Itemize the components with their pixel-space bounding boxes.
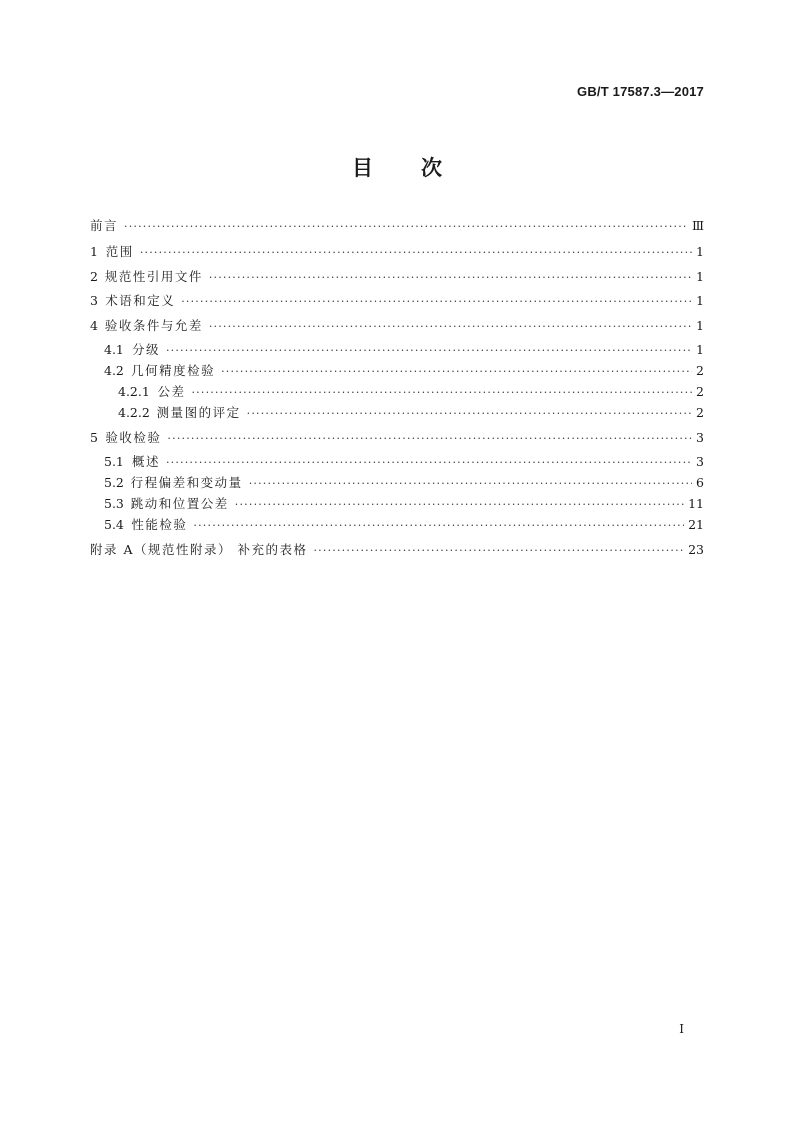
toc-entry-5[interactable]	[90, 428, 704, 448]
leader-dots	[313, 544, 684, 557]
toc-entry-page: 1	[696, 342, 704, 357]
toc-entry-label: 术语和定义	[105, 293, 176, 308]
toc-entry-page: 2	[696, 384, 704, 399]
leader-dots	[193, 519, 684, 532]
standard-code: GB/T 17587.3—2017	[577, 84, 704, 99]
toc-entry-label: 性能检验	[131, 517, 188, 532]
toc-entry-number: 4.1	[104, 342, 124, 357]
leader-dots	[209, 271, 692, 284]
leader-dots	[166, 344, 692, 357]
toc-entry-4-1[interactable]	[90, 340, 704, 360]
toc-entry-label: 行程偏差和变动量	[130, 475, 243, 490]
leader-dots	[191, 386, 692, 399]
leader-dots	[140, 246, 692, 259]
toc-entry-number: 4.2	[104, 363, 124, 378]
toc-entry-number: 5.3	[104, 496, 124, 511]
toc-entry-2[interactable]	[90, 267, 704, 287]
toc-entry-label: 分级	[131, 342, 160, 357]
leader-dots	[167, 432, 692, 445]
leader-dots	[209, 320, 692, 333]
toc-entry-label: 附录 A（规范性附录） 补充的表格	[90, 542, 308, 557]
toc-entry-page: 3	[696, 454, 704, 469]
toc-entry-number: 5.2	[104, 475, 124, 490]
toc-entry-page: 1	[696, 269, 704, 284]
page-title	[0, 152, 794, 182]
toc-entry-label: 验收检验	[105, 430, 162, 445]
leader-dots	[247, 407, 692, 420]
toc-entry-4-2[interactable]	[90, 361, 704, 381]
toc-entry-label: 范围	[105, 244, 134, 259]
toc-entry-5-4[interactable]	[90, 515, 704, 535]
toc-entry-page: 3	[696, 430, 704, 445]
toc-entry-5-3[interactable]	[90, 494, 704, 514]
page-number: I	[679, 1022, 684, 1036]
title-char-2: 次	[421, 156, 442, 180]
toc-entry-label: 几何精度检验	[131, 363, 216, 378]
toc-entry-number: 5.4	[104, 517, 124, 532]
toc-entry-1[interactable]	[90, 242, 704, 262]
toc-entry-page: 23	[688, 542, 704, 557]
toc-entry-page: 1	[696, 318, 704, 333]
leader-dots	[249, 477, 692, 490]
leader-dots	[166, 456, 692, 469]
toc-entry-label: 跳动和位置公差	[130, 496, 229, 511]
toc-entry-page: Ⅲ	[691, 218, 704, 233]
toc-entry-3[interactable]	[90, 291, 704, 311]
toc-entry-label: 验收条件与允差	[104, 318, 203, 333]
toc-entry-number: 4.2.2	[118, 405, 150, 420]
toc-entry-page: 1	[696, 293, 704, 308]
toc-entry-4[interactable]	[90, 316, 704, 336]
toc-entry-5-1[interactable]	[90, 452, 704, 472]
toc-entry-label: 前言	[90, 218, 119, 233]
toc-entry-page: 11	[688, 496, 704, 511]
leader-dots	[181, 295, 692, 308]
toc-entry-page: 1	[696, 244, 704, 259]
toc-entry-number: 1	[90, 244, 98, 259]
leader-dots	[235, 498, 684, 511]
toc-entry-page: 2	[696, 363, 704, 378]
toc-entry-number: 3	[90, 293, 98, 308]
toc-entry-page: 2	[696, 405, 704, 420]
toc-entry-4-2-1[interactable]	[90, 382, 704, 402]
leader-dots	[124, 220, 688, 233]
toc-entry-page: 6	[696, 475, 704, 490]
toc-entry-4-2-2[interactable]	[90, 403, 704, 423]
toc-entry-number: 5.1	[104, 454, 124, 469]
toc-entry-annex-a[interactable]	[90, 540, 704, 560]
toc-entry-5-2[interactable]	[90, 473, 704, 493]
toc-entry-number: 5	[90, 430, 98, 445]
toc-entry-label: 测量图的评定	[156, 405, 241, 420]
title-char-1: 目	[352, 156, 373, 180]
toc-entry-number: 4	[90, 318, 98, 333]
toc-entry-label: 概述	[131, 454, 160, 469]
toc-entry-foreword[interactable]	[90, 216, 704, 236]
toc-entry-page: 21	[688, 517, 704, 532]
toc-entry-label: 公差	[157, 384, 186, 399]
toc-entry-label: 规范性引用文件	[104, 269, 203, 284]
leader-dots	[221, 365, 692, 378]
toc-entry-number: 4.2.1	[118, 384, 150, 399]
toc-entry-number: 2	[90, 269, 98, 284]
